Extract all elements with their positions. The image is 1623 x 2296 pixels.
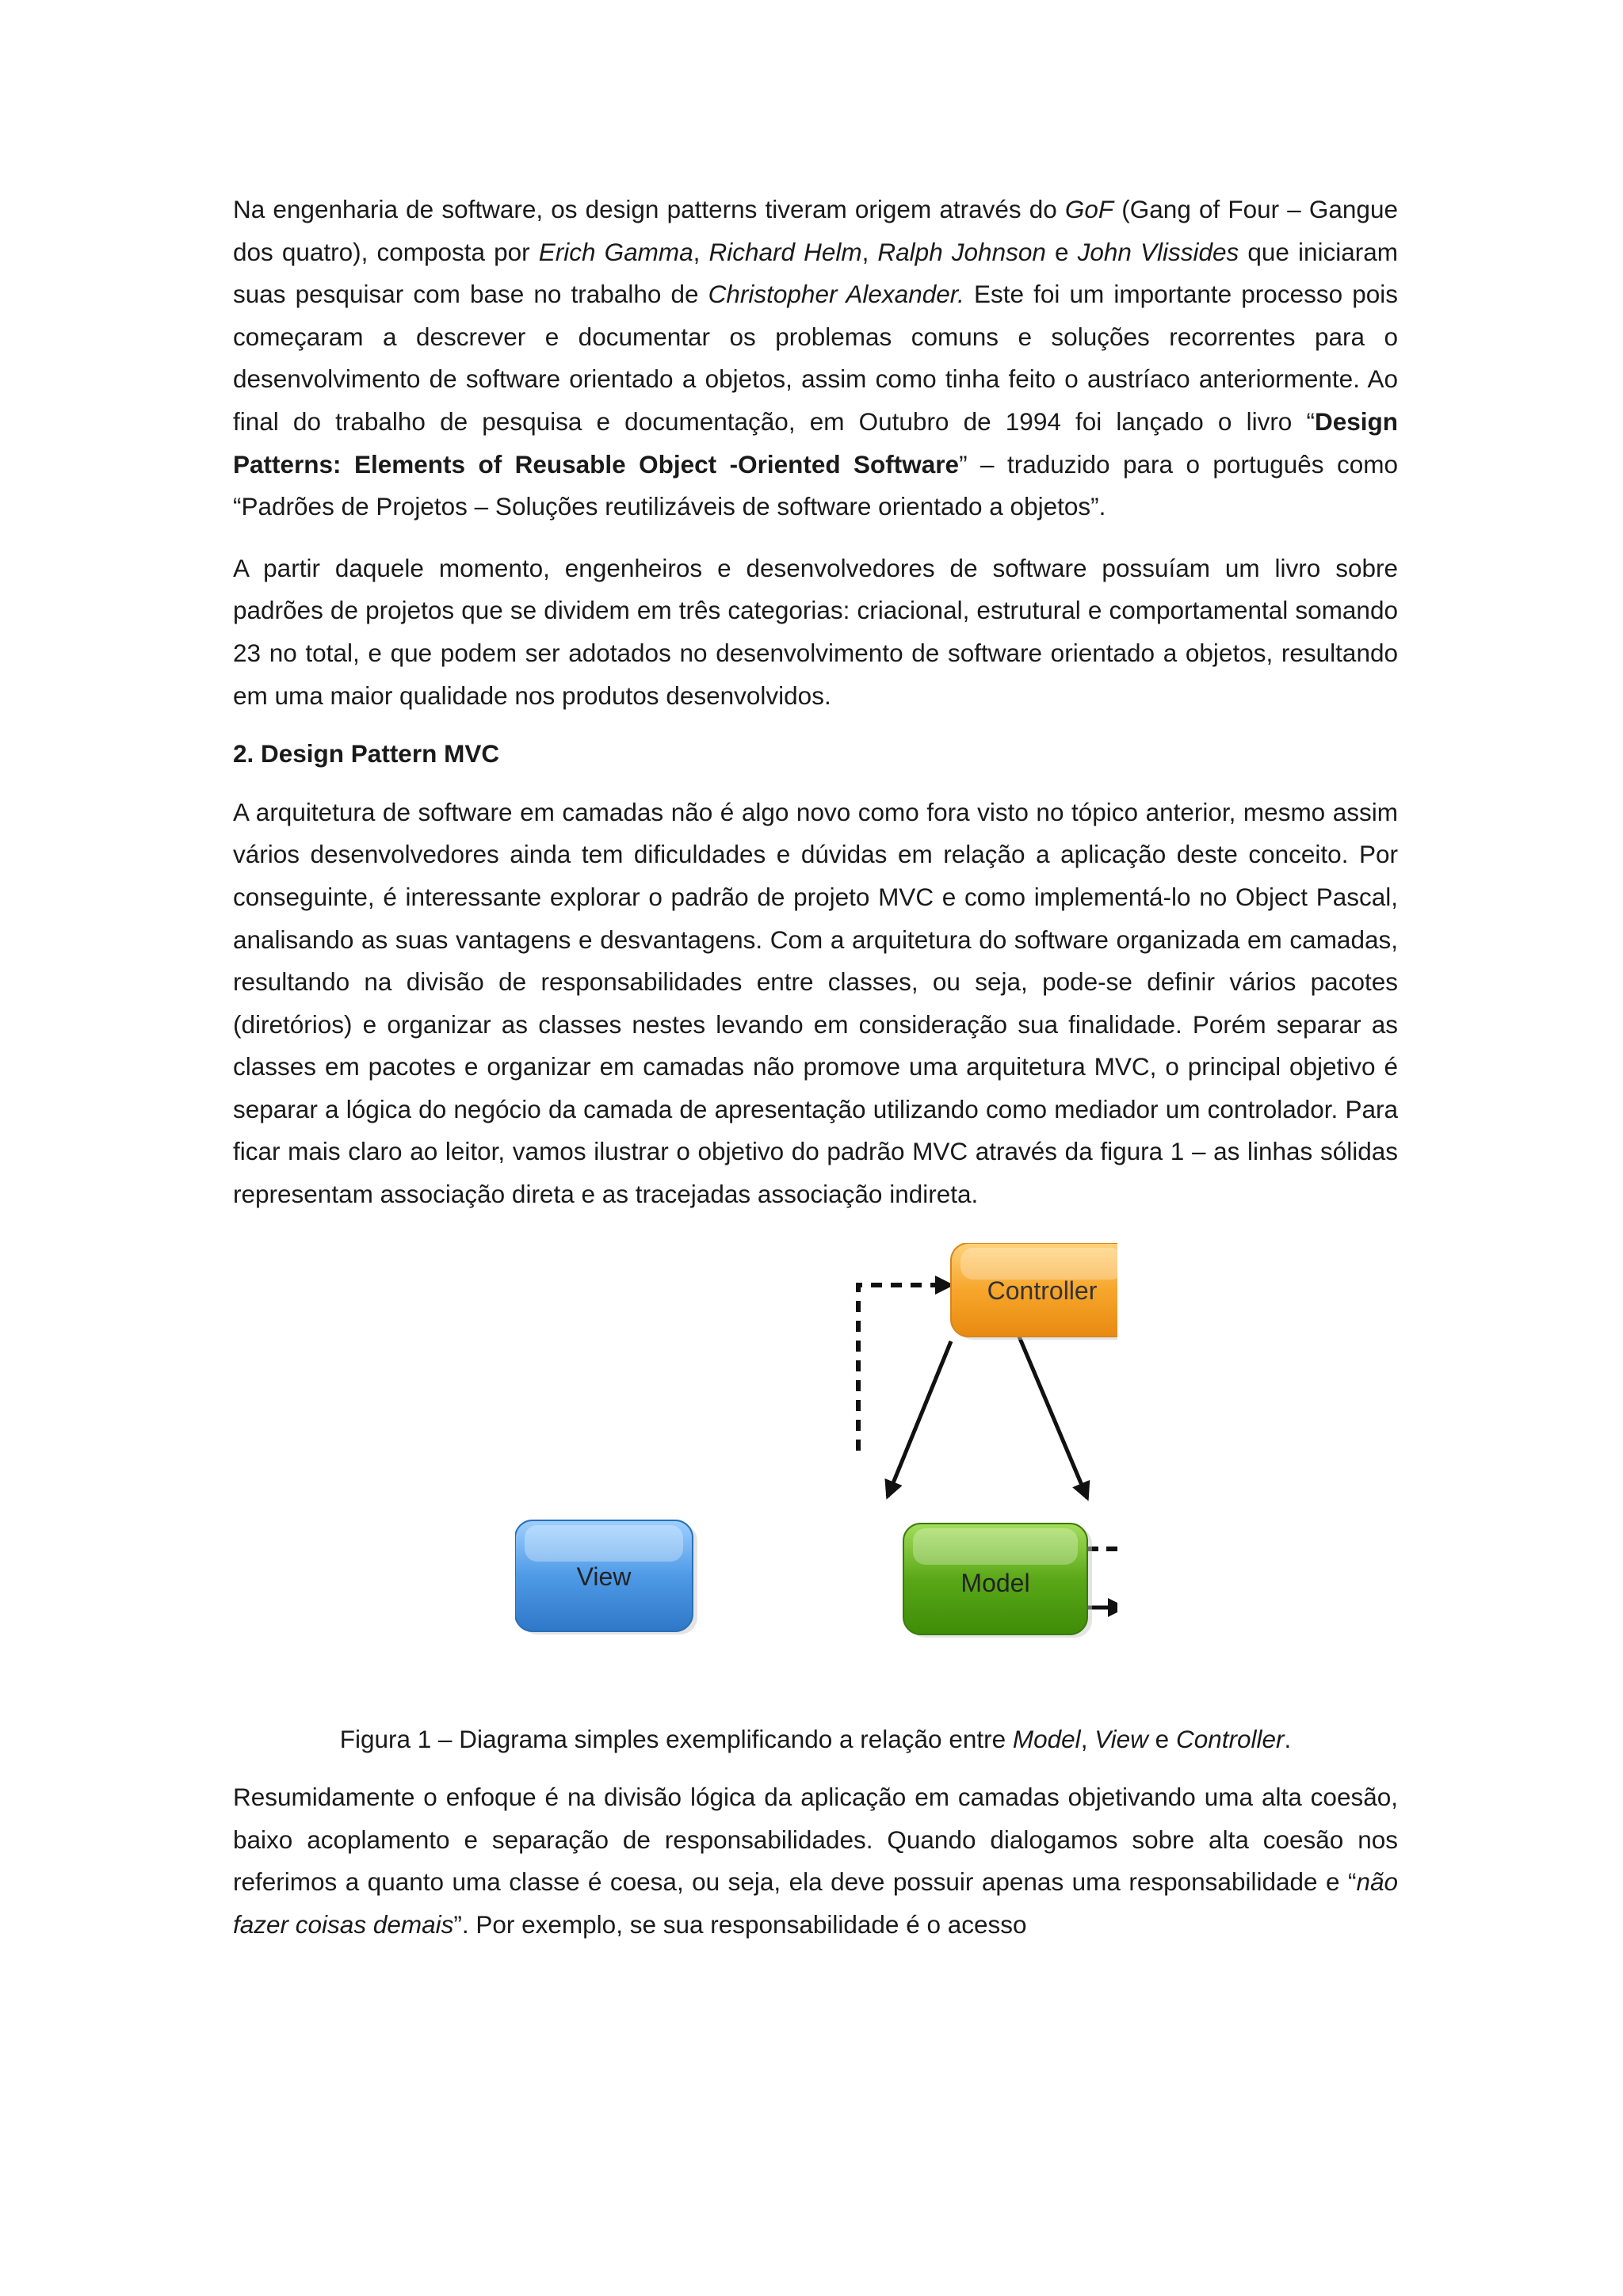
caption-view: View xyxy=(1094,1724,1148,1753)
text: , xyxy=(1080,1724,1095,1753)
text: Este foi um importante processo pois começaram a descrever e documentar os problemas comuns e soluções recorrentes para o desenvolvimento de software orientado a objetos, assim como tinha feito o austríaco anteriormente. Ao final do trabalho de pesquisa e documentação, em Outubro de 1994 foi lançado o livro “ xyxy=(233,280,1399,436)
solid-arrow-controller-to-model xyxy=(1019,1337,1087,1498)
text: Na engenharia de software, os design patterns tiveram origem através do xyxy=(233,195,1065,223)
text: e xyxy=(1148,1724,1176,1753)
gof-term: GoF xyxy=(1064,195,1114,223)
author-name: Christopher Alexander. xyxy=(708,280,964,309)
text: que iniciaram suas pesquisar com base no trabalho de xyxy=(233,237,1398,309)
text: ” – traduzido para o português como “Padrões de Projetos – Soluções reutilizáveis de software orientado a objetos”. xyxy=(233,449,1398,521)
text: . xyxy=(1284,1724,1292,1753)
document-page xyxy=(233,189,1398,1947)
text: (Gang of Four – Gangue dos quatro), composta por xyxy=(233,195,1398,266)
text: , xyxy=(861,237,878,266)
caption-controller: Controller xyxy=(1175,1724,1285,1753)
paragraph-mvc-intro: A arquitetura de software em camadas não é algo novo como fora visto no tópico anterior, mesmo assim vários desenvolvedores ainda tem dificuldades e dúvidas em relação a aplicação deste conceito. Por conseguinte, é interessante explorar o padrão de projeto MVC e como implementá-lo no Object Pascal, analisando as suas vantagens e desvantagens. Com a arquitetura do software organizada em camadas, resultando na divisão de responsabilidades entre classes, ou seja, pode-se definir vários pacotes (diretórios) e organizar as classes nestes levando em consideração sua finalidade. Porém separar as classes em pacotes e organizar em camadas não promove uma arquitetura MVC, o principal objetivo é separar a lógica do negócio da camada de apresentação utilizando como mediador um controlador. Para ficar mais claro ao leitor, vamos ilustrar o objetivo do padrão MVC através da figura 1 – as linhas sólidas representam associação direta e as tracejadas associação indireta. xyxy=(233,797,1398,1209)
dashed-arrow-view-to-controller xyxy=(858,1285,951,1451)
book-title: Design Patterns: Elements of Reusable Object -Oriented Software xyxy=(233,406,1398,479)
text: ”. Por exemplo, se sua responsabilidade é o acesso xyxy=(453,1910,1027,1939)
text: Figura 1 – Diagrama simples exemplificando a relação entre xyxy=(339,1724,1013,1753)
controller-box xyxy=(951,1243,1117,1340)
controller-label: Controller xyxy=(987,1276,1098,1305)
author-name: Erich Gamma xyxy=(538,237,693,266)
view-box xyxy=(515,1520,697,1634)
caption-model: Model xyxy=(1012,1724,1081,1753)
author-name: Richard Helm xyxy=(708,237,862,266)
solid-arrow-controller-to-view xyxy=(888,1341,951,1497)
mvc-diagram xyxy=(515,1243,1117,1718)
paragraph-summary xyxy=(233,1776,1398,1946)
author-name: Ralph Johnson xyxy=(877,237,1046,266)
text: Resumidamente o enfoque é na divisão lógica da aplicação em camadas objetivando uma alta coesão, baixo acoplamento e separação de responsabilidades. Quando dialogamos sobre alta coesão nos referimos a quanto uma classe é coesa, ou seja, ela deve possuir apenas uma responsabilidade e “ xyxy=(233,1783,1398,1897)
model-box xyxy=(903,1524,1092,1638)
paragraph-gof-history xyxy=(233,189,1398,528)
quote: não fazer coisas demais xyxy=(233,1867,1398,1939)
view-label: View xyxy=(576,1562,632,1591)
paragraph-categories: A partir daquele momento, engenheiros e desenvolvedores de software possuíam um livro sobre padrões de projetos que se dividem em três categorias: criacional, estrutural e comportamental somando 23 no total, e que podem ser adotados no desenvolvimento de software orientado a objetos, resultando em uma maior qualidade nos produtos desenvolvidos. xyxy=(233,553,1398,710)
model-label: Model xyxy=(960,1568,1030,1597)
author-name: John Vlissides xyxy=(1077,237,1239,266)
text: , xyxy=(693,237,709,266)
mvc-figure xyxy=(233,1243,1398,1718)
text: e xyxy=(1045,237,1078,266)
figure-caption xyxy=(233,1718,1398,1761)
section-heading: 2. Design Pattern MVC xyxy=(233,739,500,769)
